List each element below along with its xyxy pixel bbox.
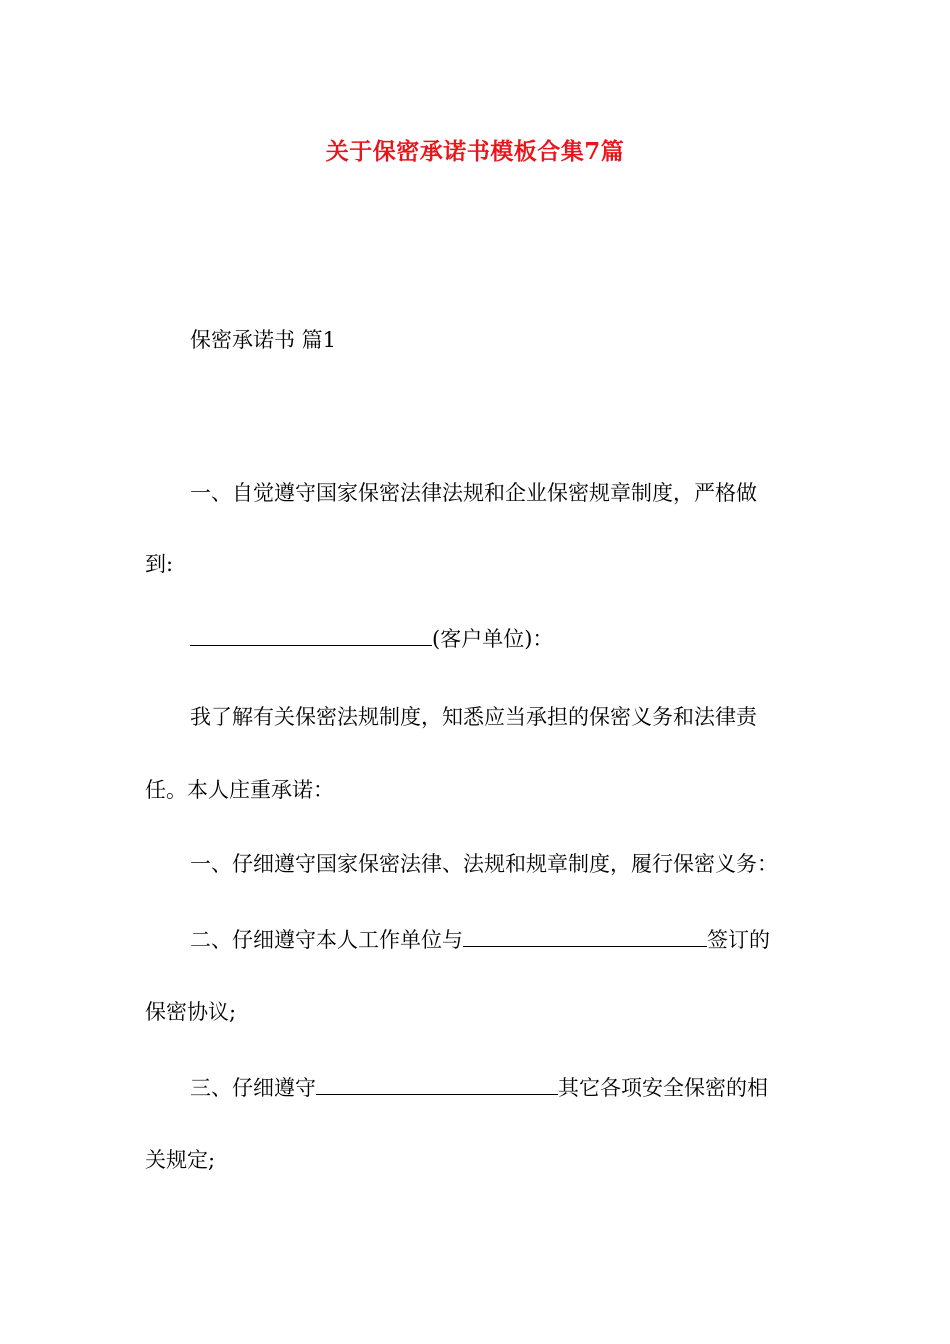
paragraph-6-line-1 [190, 1072, 768, 1103]
paragraph-6-line-2: 关规定; [145, 1148, 216, 1172]
paragraph-3-line-1: 我了解有关保密法规制度，知悉应当承担的保密义务和法律责 [190, 705, 757, 729]
section-heading: 保密承诺书 篇1 [190, 328, 337, 352]
paragraph-5-prefix: 二、仔细遵守本人工作单位与 [190, 928, 463, 952]
paragraph-5-line-2: 保密协议; [145, 1000, 237, 1024]
paragraph-5-suffix: 签订的 [707, 928, 770, 952]
paragraph-1-line-2: 到: [145, 552, 174, 576]
regulation-source-blank[interactable] [316, 1072, 558, 1095]
paragraph-5-line-1 [190, 924, 770, 955]
paragraph-1-line-1: 一、自觉遵守国家保密法律法规和企业保密规章制度，严格做 [190, 481, 757, 505]
paragraph-4: 一、仔细遵守国家保密法律、法规和规章制度，履行保密义务： [190, 852, 778, 876]
client-unit-blank[interactable] [190, 623, 432, 646]
paragraph-3-line-2: 任。本人庄重承诺： [145, 778, 334, 802]
document-title: 关于保密承诺书模板合集7篇 [325, 138, 625, 165]
signing-party-blank[interactable] [463, 924, 707, 947]
client-unit-label: (客户单位)： [432, 627, 554, 651]
paragraph-6-suffix: 其它各项安全保密的相 [558, 1076, 768, 1100]
paragraph-2 [190, 623, 553, 654]
paragraph-6-prefix: 三、仔细遵守 [190, 1076, 316, 1100]
